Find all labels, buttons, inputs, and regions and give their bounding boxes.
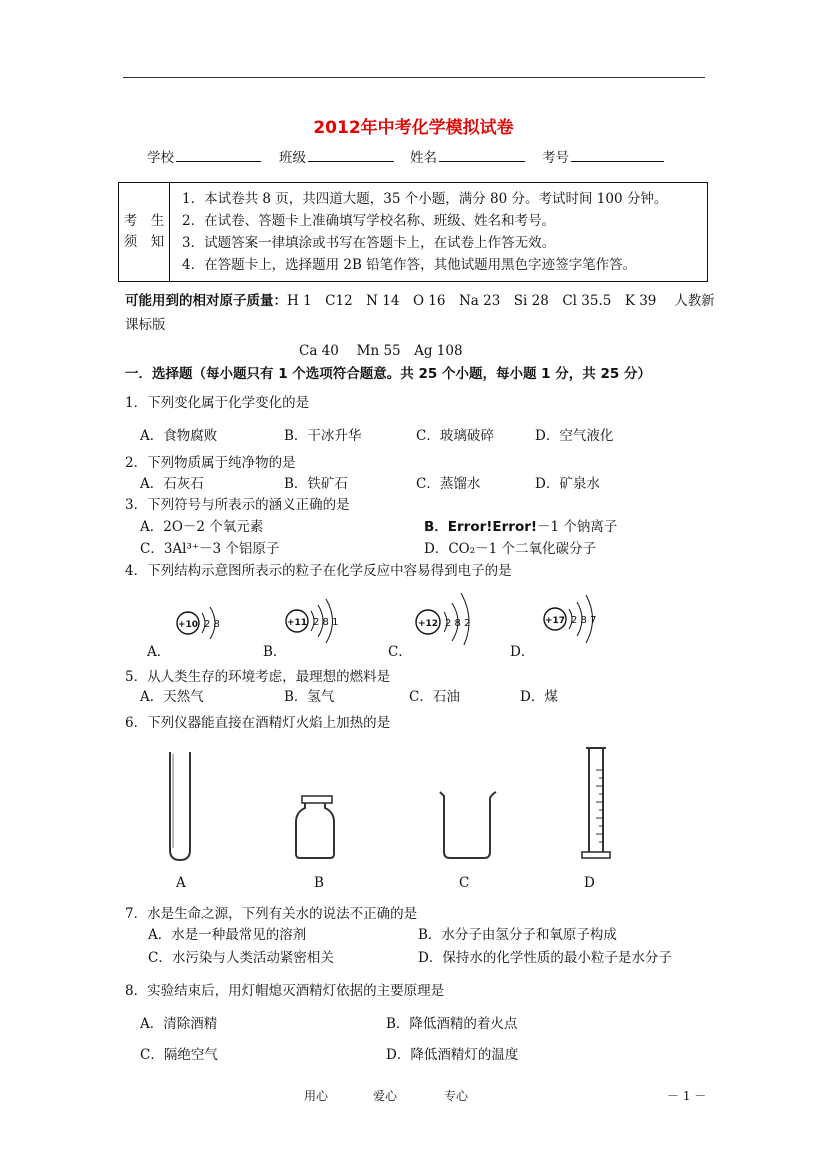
notice-label: 考 生 须 知 xyxy=(119,183,170,282)
notice-rule: 3．试题答案一律填涂或书写在答题卡上，在试卷上作答无效。 xyxy=(182,235,556,251)
option[interactable]: C．3Al³⁺－3 个铝原子 xyxy=(140,541,280,557)
name-label: 姓名 xyxy=(410,150,437,166)
notice-rule: 1．本试卷共 8 页，共四道大题，35 个小题，满分 80 分。考试时间 100 分钟。 xyxy=(182,191,668,207)
page-title: 2012年中考化学模拟试卷 xyxy=(313,118,514,138)
class-field[interactable] xyxy=(279,146,394,166)
option[interactable]: D． xyxy=(510,644,535,660)
page-number: － 1 － xyxy=(667,1089,707,1103)
figure-label[interactable]: D xyxy=(584,875,595,891)
svg-text:+17: +17 xyxy=(544,616,566,626)
atom-diagram-c[interactable] xyxy=(416,593,470,645)
option[interactable]: C． xyxy=(388,644,412,660)
question-stem: 8．实验结束后，用灯帽熄灭酒精灯依据的主要原理是 xyxy=(125,983,445,999)
option[interactable]: D．降低酒精灯的温度 xyxy=(386,1047,519,1063)
option[interactable]: A．食物腐败 xyxy=(140,428,218,444)
option[interactable]: B．氢气 xyxy=(284,689,335,705)
option[interactable]: A．清除酒精 xyxy=(140,1016,218,1032)
atomic-masses-wrap: 课标版 xyxy=(125,317,166,333)
option[interactable]: C．水污染与人类活动紧密相关 xyxy=(148,950,334,966)
notice-rule: 2．在试卷、答题卡上准确填写学校名称、班级、姓名和考号。 xyxy=(182,213,556,229)
svg-text:2 8 1: 2 8 1 xyxy=(313,617,339,628)
footer-item: 爱心 xyxy=(373,1089,398,1103)
option[interactable]: C．隔绝空气 xyxy=(140,1047,218,1063)
option[interactable]: C．玻璃破碎 xyxy=(416,428,494,444)
svg-text:+11: +11 xyxy=(286,618,308,628)
svg-text:+10: +10 xyxy=(177,620,199,630)
footer-item: 用心 xyxy=(304,1089,329,1103)
atom-diagram-d[interactable] xyxy=(544,595,596,643)
option[interactable]: A．石灰石 xyxy=(140,476,204,492)
notice-rule: 4．在答题卡上，选择题用 2B 铅笔作答，其他试题用黑色字迹签字笔作答。 xyxy=(182,257,637,273)
question-stem: 6．下列仪器能直接在酒精灯火焰上加热的是 xyxy=(125,715,391,731)
class-label: 班级 xyxy=(279,150,306,166)
option[interactable]: B．干冰升华 xyxy=(284,428,362,444)
test-tube-icon[interactable] xyxy=(170,752,190,860)
option[interactable]: D．煤 xyxy=(520,689,558,705)
question-stem: 2．下列物质属于纯净物的是 xyxy=(125,455,296,471)
question-stem: 5．从人类生存的环境考虑，最理想的燃料是 xyxy=(125,669,391,685)
atomic-masses-line: 可能用到的相对原子质量：H 1 C12 N 14 O 16 Na 23 Si 28 Cl 35.5 K 39 人教新 xyxy=(125,293,715,309)
atom-diagrams xyxy=(0,585,827,645)
option[interactable]: B．铁矿石 xyxy=(284,476,348,492)
question-stem: 4．下列结构示意图所表示的粒子在化学反应中容易得到电子的是 xyxy=(125,563,512,579)
exam-number-label: 考号 xyxy=(542,150,569,166)
notice-box xyxy=(118,182,708,282)
option[interactable]: A．天然气 xyxy=(140,689,204,705)
footer-item: 专心 xyxy=(444,1089,469,1103)
question-stem: 1．下列变化属于化学变化的是 xyxy=(125,395,310,411)
apparatus-figure xyxy=(0,740,827,865)
name-field[interactable] xyxy=(410,146,525,166)
atom-diagram-a[interactable] xyxy=(177,607,220,639)
option[interactable]: C．石油 xyxy=(409,689,460,705)
notice-rules xyxy=(170,183,708,282)
graduated-cylinder-icon[interactable] xyxy=(582,748,610,858)
school-label: 学校 xyxy=(147,150,174,166)
option[interactable]: B．Error!Error!－1 个钠离子 xyxy=(424,519,618,535)
option[interactable]: D．CO₂－1 个二氧化碳分子 xyxy=(424,541,597,557)
question-stem: 7．水是生命之源，下列有关水的说法不正确的是 xyxy=(125,906,418,922)
exam-number-field[interactable] xyxy=(542,146,664,166)
school-field[interactable] xyxy=(147,146,261,166)
option[interactable]: D．矿泉水 xyxy=(535,476,600,492)
option[interactable]: C．蒸馏水 xyxy=(416,476,481,492)
reagent-bottle-icon[interactable] xyxy=(296,796,334,858)
svg-text:2 8: 2 8 xyxy=(204,619,220,630)
beaker-icon[interactable] xyxy=(440,792,496,858)
figure-label[interactable]: A xyxy=(176,875,186,891)
option[interactable]: B． xyxy=(263,644,287,660)
figure-label[interactable]: C xyxy=(459,875,470,891)
svg-text:+12: +12 xyxy=(417,619,439,629)
svg-text:2 8 2: 2 8 2 xyxy=(445,618,471,629)
section-heading: 一．选择题（每小题只有 1 个选项符合题意。共 25 个小题，每小题 1 分，共 25 分） xyxy=(125,366,651,382)
option[interactable]: B．水分子由氢分子和氧原子构成 xyxy=(418,927,617,943)
header-rule xyxy=(123,77,705,78)
question-stem: 3．下列符号与所表示的涵义正确的是 xyxy=(125,497,350,513)
option[interactable]: B．降低酒精的着火点 xyxy=(386,1016,518,1032)
figure-label[interactable]: B xyxy=(314,875,324,891)
atom-diagram-b[interactable] xyxy=(286,599,338,643)
option[interactable]: D．保持水的化学性质的最小粒子是水分子 xyxy=(418,950,672,966)
option[interactable]: D．空气液化 xyxy=(535,428,614,444)
svg-text:2 8 7: 2 8 7 xyxy=(571,615,597,626)
atomic-masses-line-2: Ca 40 Mn 55 Ag 108 xyxy=(299,343,463,359)
option[interactable]: A．2O－2 个氧元素 xyxy=(140,519,264,535)
option[interactable]: A． xyxy=(147,644,171,660)
option[interactable]: A．水是一种最常见的溶剂 xyxy=(148,927,307,943)
